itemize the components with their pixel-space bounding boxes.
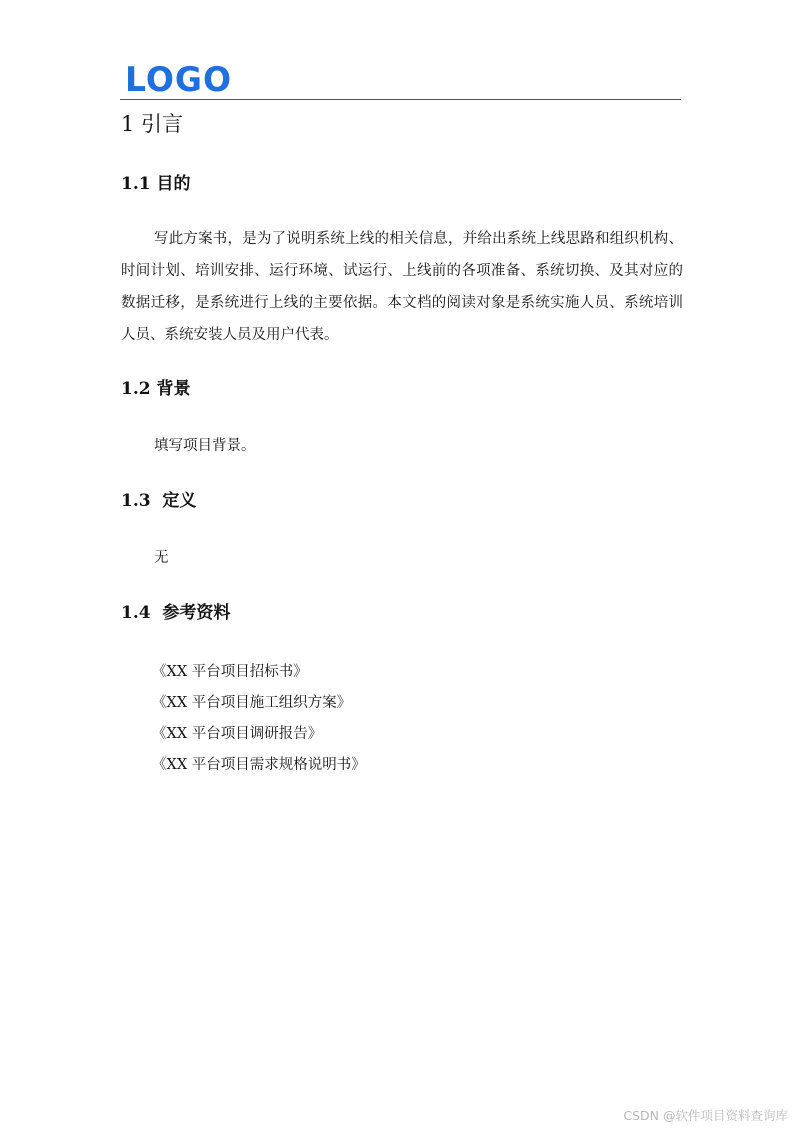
reference-item: 《XX 平台项目需求规格说明书》: [152, 757, 366, 773]
reference-item: 《XX 平台项目招标书》: [152, 664, 308, 680]
section-1-3-text: 无: [154, 550, 169, 566]
section-1-3-heading: 1.3 定义: [121, 491, 197, 511]
section-1-heading: 1 引言: [121, 112, 184, 136]
section-1-2-heading: 1.2 背景: [121, 379, 191, 399]
section-1-1-paragraph: 写此方案书，是为了说明系统上线的相关信息，并给出系统上线思路和组织机构、时间计划、培训安排、运行环境、试运行、上线前的各项准备、系统切换、及其对应的数据迁移，是系统进行上线的主要依据。本文档的阅读对象是系统实施人员、系统培训人员、系统安装人员及用户代表。: [121, 231, 683, 343]
section-1-2-text: 填写项目背景。: [154, 438, 256, 454]
header-divider: [120, 99, 681, 100]
reference-list: [152, 657, 366, 781]
section-1-1-heading: 1.1 目的: [121, 174, 191, 194]
watermark: CSDN @软件项目资料查询库: [623, 1108, 788, 1123]
reference-item: 《XX 平台项目调研报告》: [152, 726, 323, 742]
logo: LOGO: [125, 59, 233, 100]
reference-item: 《XX 平台项目施工组织方案》: [152, 695, 352, 711]
section-1-4-heading: 1.4 参考资料: [121, 603, 231, 623]
